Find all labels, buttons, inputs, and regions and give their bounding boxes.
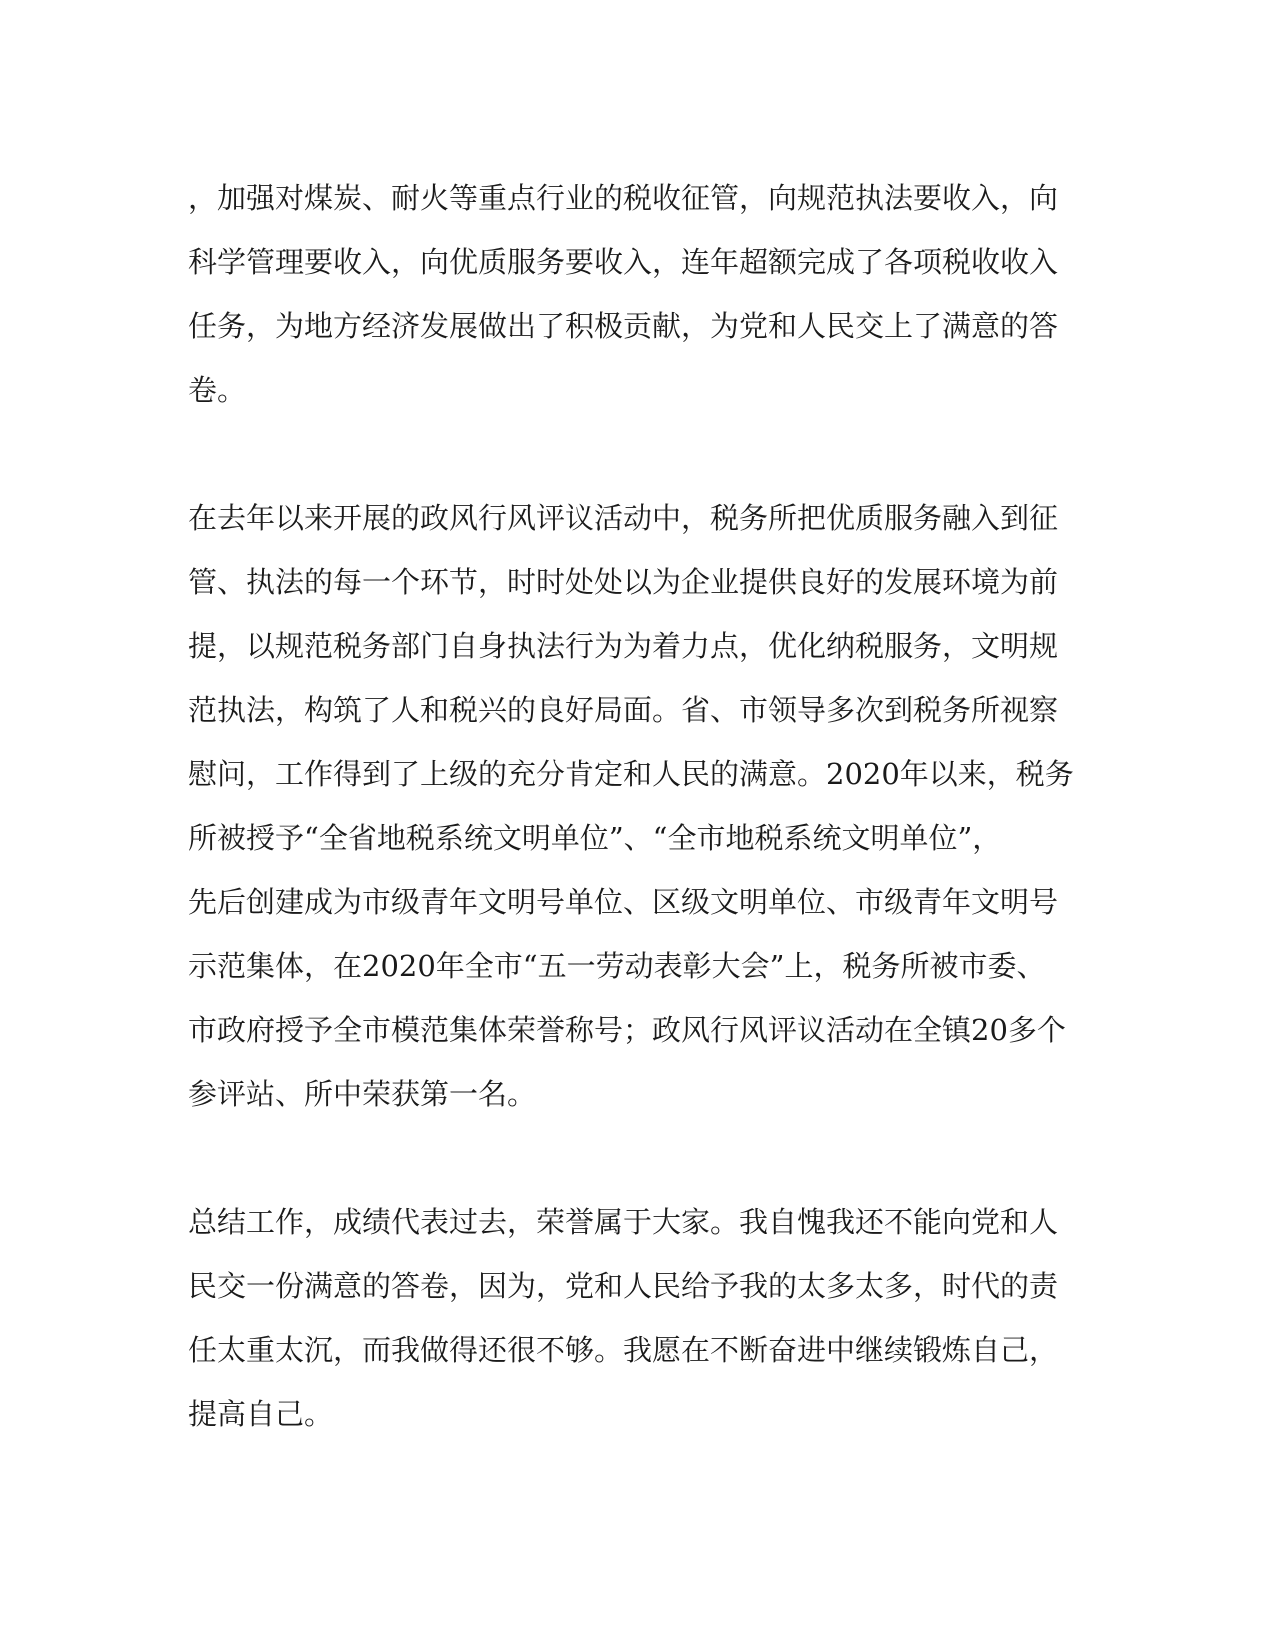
paragraph-line: 提，以规范税务部门自身执法行为为着力点，优化纳税服务，文明规 — [188, 629, 1059, 663]
paragraph-line: 示范集体，在2020年全市“五一劳动表彰大会”上，税务所被市委、 — [188, 949, 1046, 983]
paragraph-line: 市政府授予全市模范集体荣誉称号；政风行风评议活动在全镇20多个 — [188, 1013, 1066, 1047]
paragraph-2 — [188, 486, 1074, 1126]
paragraph-line: 范执法，构筑了人和税兴的良好局面。省、市领导多次到税务所视察 — [188, 693, 1059, 727]
paragraph-line: 参评站、所中荣获第一名。 — [188, 1077, 537, 1111]
paragraph-line: 科学管理要收入，向优质服务要收入，连年超额完成了各项税收收入 — [188, 245, 1059, 279]
paragraph-line: 任太重太沉，而我做得还很不够。我愿在不断奋进中继续锻炼自己， — [188, 1333, 1059, 1367]
paragraph-line: 民交一份满意的答卷，因为，党和人民给予我的太多太多，时代的责 — [188, 1269, 1059, 1303]
paragraph-line: 提高自己。 — [188, 1397, 334, 1431]
paragraph-line: 慰问，工作得到了上级的充分肯定和人民的满意。2020年以来，税务 — [188, 757, 1074, 791]
paragraph-line: ，加强对煤炭、耐火等重点行业的税收征管，向规范执法要收入，向 — [188, 181, 1059, 215]
paragraph-line: 任务，为地方经济发展做出了积极贡献，为党和人民交上了满意的答 — [188, 309, 1059, 343]
paragraph-1 — [188, 166, 1063, 422]
paragraph-line: 卷。 — [188, 373, 247, 407]
paragraph-line: 总结工作，成绩代表过去，荣誉属于大家。我自愧我还不能向党和人 — [188, 1205, 1059, 1239]
paragraph-3 — [188, 1190, 1063, 1446]
paragraph-line: 管、执法的每一个环节，时时处处以为企业提供良好的发展环境为前 — [188, 565, 1059, 599]
paragraph-line: 在去年以来开展的政风行风评议活动中，税务所把优质服务融入到征 — [188, 501, 1059, 535]
paragraph-line: 所被授予“全省地税系统文明单位”、“全市地税系统文明单位”， — [188, 821, 1002, 855]
paragraph-line: 先后创建成为市级青年文明号单位、区级文明单位、市级青年文明号 — [188, 885, 1059, 919]
